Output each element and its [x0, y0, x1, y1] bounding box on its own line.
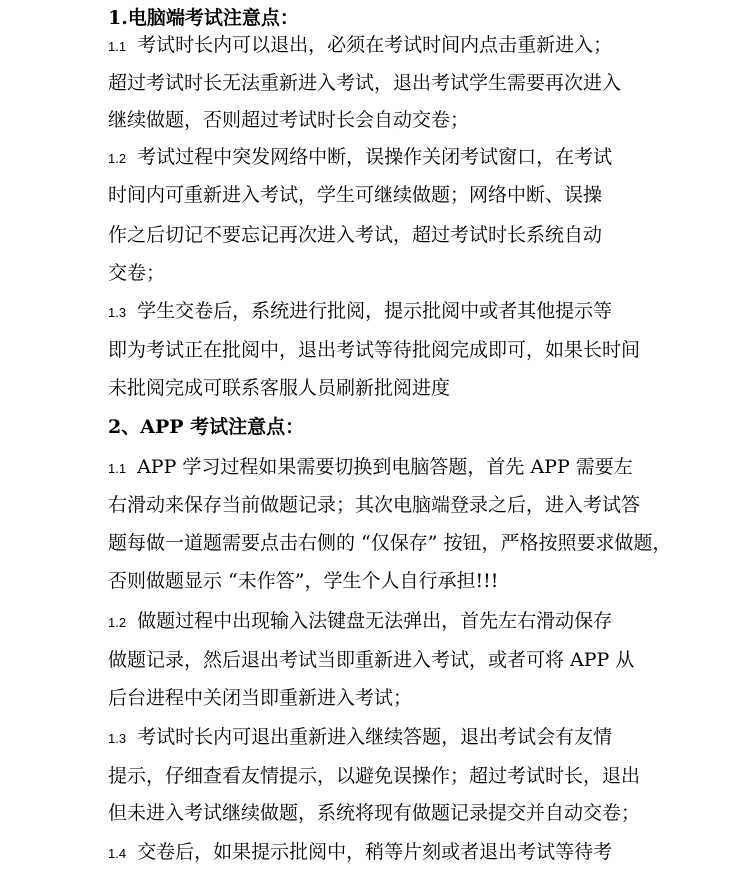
- item-2-2-line-1: [108, 612, 612, 631]
- item-1-2-line-4: 交卷；: [108, 262, 166, 284]
- item-number: 1.2: [108, 615, 127, 630]
- item-1-1-line-2: 超过考试时长无法重新进入考试，退出考试学生需要再次进入: [108, 72, 622, 94]
- item-1-1-line-3: 继续做题，否则超过考试时长会自动交卷；: [108, 109, 470, 131]
- item-number: 1.1: [108, 39, 127, 54]
- item-text: APP 学习过程如果需要切换到电脑答题，首先 APP 需要左: [137, 456, 633, 478]
- item-2-3-line-3: 但未进入考试继续做题，系统将现有做题记录提交并自动交卷；: [108, 802, 641, 824]
- item-2-3-line-1: [108, 728, 612, 747]
- item-1-2-line-3: 作之后切记不要忘记再次进入考试，超过考试时长系统自动: [108, 224, 603, 246]
- item-2-1-line-3: 题每做一道题需要点击右侧的 “仅保存” 按钮，严格按照要求做题，: [108, 532, 672, 554]
- section-1-heading: 1.电脑端考试注意点：: [108, 7, 299, 29]
- item-text: 学生交卷后，系统进行批阅，提示批阅中或者其他提示等: [137, 300, 613, 322]
- item-number: 1.1: [108, 461, 127, 476]
- item-text: 考试过程中突发网络中断，误操作关闭考试窗口，在考试: [137, 146, 613, 168]
- item-text: 做题过程中出现输入法键盘无法弹出，首先左右滑动保存: [137, 610, 613, 632]
- item-number: 1.2: [108, 151, 127, 166]
- item-1-2-line-2: 时间内可重新进入考试，学生可继续做题；网络中断、误操: [108, 184, 603, 206]
- item-text: 交卷后，如果提示批阅中，稍等片刻或者退出考试等待考: [137, 841, 613, 863]
- item-2-3-line-2: 提示，仔细查看友情提示，以避免误操作；超过考试时长，退出: [108, 765, 641, 787]
- item-2-1-line-2: 右滑动来保存当前做题记录；其次电脑端登录之后，进入考试答: [108, 494, 641, 516]
- item-1-1-line-1: [108, 36, 612, 55]
- item-2-1-line-1: [108, 458, 633, 477]
- item-text: 考试时长内可以退出，必须在考试时间内点击重新进入；: [137, 34, 613, 56]
- item-1-3-line-1: [108, 302, 612, 321]
- item-1-3-line-3: 未批阅完成可联系客服人员刷新批阅进度: [108, 377, 451, 399]
- item-2-4-line-1: [108, 843, 612, 862]
- item-number: 1.3: [108, 731, 127, 746]
- item-text: 考试时长内可退出重新进入继续答题，退出考试会有友情: [137, 726, 613, 748]
- item-1-3-line-2: 即为考试正在批阅中，退出考试等待批阅完成即可，如果长时间: [108, 339, 641, 361]
- item-1-2-line-1: [108, 148, 612, 167]
- item-number: 1.4: [108, 846, 127, 861]
- item-2-2-line-3: 后台进程中关闭当即重新进入考试；: [108, 687, 413, 709]
- section-2-heading: 2、APP 考试注意点：: [108, 416, 305, 438]
- item-2-2-line-2: 做题记录，然后退出考试当即重新进入考试，或者可将 APP 从: [108, 649, 635, 671]
- item-2-1-line-4: 否则做题显示 “未作答”，学生个人自行承担!!!: [108, 570, 499, 592]
- item-number: 1.3: [108, 305, 127, 320]
